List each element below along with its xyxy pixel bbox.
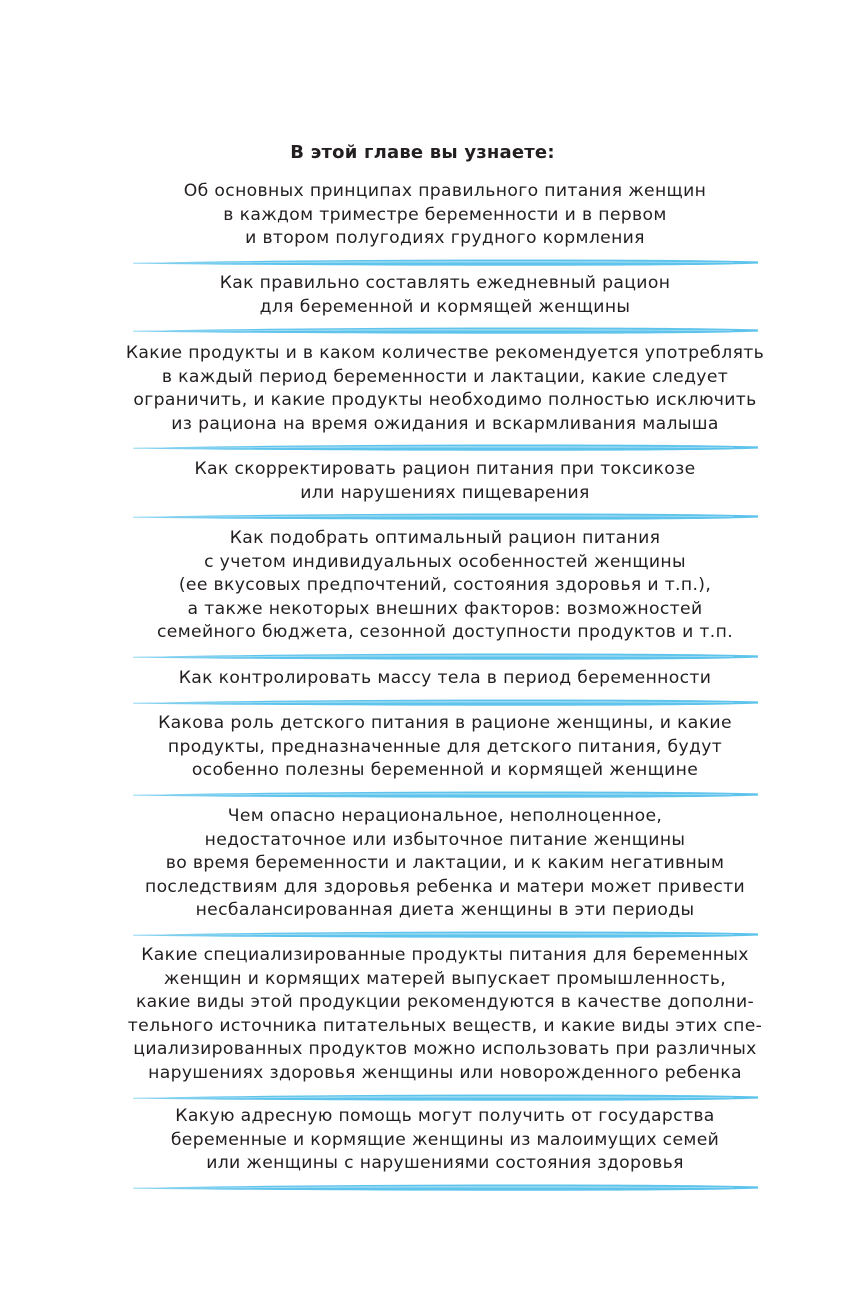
list-item (120, 458, 770, 522)
list-item (120, 342, 770, 453)
list-item (120, 944, 770, 1103)
brush-divider (133, 324, 758, 336)
list-item-text: Какова роль детского питания в рационе женщины, и какие продукты, предназначенные для детского питания, будут особенно полезны беременной и кормящей женщине (158, 713, 732, 781)
list-item-text: Об основных принципах правильного питания женщин в каждом триместре беременности и в первом и втором полугодиях грудного кормления (183, 181, 707, 249)
list-item (120, 272, 770, 336)
list-item-text: Как правильно составлять ежедневный рацион для беременной и кормящей женщины (219, 273, 671, 317)
list-item (120, 1105, 770, 1193)
brush-divider (133, 256, 758, 268)
chapter-heading: В этой главе вы узнаете: (290, 142, 555, 163)
list-item-text: Чем опасно нерациональное, неполноценное, недостаточное или избыточное питание женщины во время беременности и лактации, и к каким негативным последствиям для здоровья ребенка и матери может привести несбалансированная диета женщины в эти периоды (144, 806, 746, 921)
list-item (120, 180, 770, 268)
list-item-text: Как подобрать оптимальный рацион питания с учетом индивидуальных особенностей женщины (ее вкусовых предпочтений, состояния здоровья и т.п.), а также некоторых внешних факторов: возможностей семейного бюджета, сезонной доступности продуктов и т.п. (156, 528, 734, 643)
list-item-text: Какие специализированные продукты питания для беременных женщин и кормящих матерей выпускает промышленность, какие виды этой продукции рекомендуются в качестве дополни- тельного источника питательных веществ, и какие виды этих спе- циализированных продуктов можно использовать при различных нарушениях здоровья женщины или новорожденного ребенка (127, 945, 763, 1083)
brush-divider (133, 510, 758, 522)
brush-divider (133, 696, 758, 708)
brush-divider (133, 650, 758, 662)
brush-divider (133, 928, 758, 940)
brush-divider (133, 441, 758, 453)
brush-divider (133, 1091, 758, 1103)
list-item-text: Какие продукты и в каком количестве рекомендуется употреблять в каждый период беременности и лактации, какие следует ограничить, и какие продукты необходимо полностью исключить из рациона на время ожидания и вскармливания малыша (125, 343, 765, 434)
list-item (120, 712, 770, 800)
list-item (120, 527, 770, 662)
list-item (120, 805, 770, 940)
list-item (120, 667, 770, 708)
list-item-text: Как скорректировать рацион питания при токсикозе или нарушениях пищеварения (194, 459, 696, 503)
brush-divider (133, 788, 758, 800)
brush-divider (133, 1181, 758, 1193)
list-item-text: Как контролировать массу тела в период беременности (178, 668, 712, 688)
list-item-text: Какую адресную помощь могут получить от государства беременные и кормящие женщины из малоимущих семей или женщины с нарушениями состояния здоровья (170, 1106, 720, 1174)
